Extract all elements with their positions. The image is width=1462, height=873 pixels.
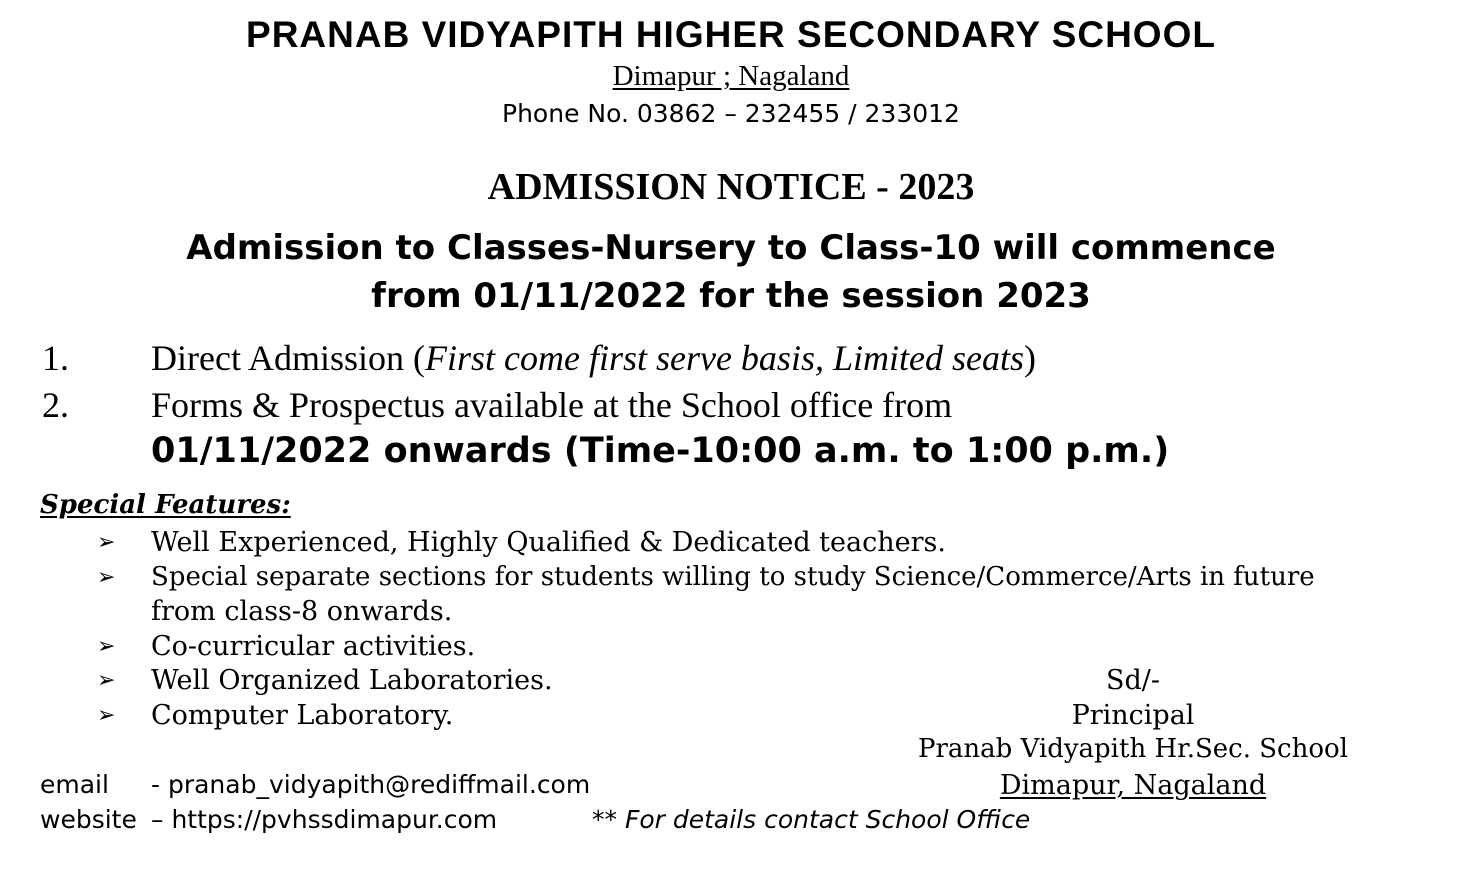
notice-title: ADMISSION NOTICE - 2023: [487, 166, 975, 208]
signature-title: Principal: [1071, 700, 1195, 731]
signature-school: Pranab Vidyapith Hr.Sec. School: [917, 734, 1348, 764]
point-1: [151, 337, 1036, 379]
point-1-italic: First come first serve basis, Limited seats: [424, 338, 1024, 378]
details-note: ** For details contact School Office: [592, 805, 1031, 834]
email-label: email: [40, 770, 109, 799]
feature-item-2: Special separate sections for students willing to study Science/Commerce/Arts in future: [151, 562, 1315, 592]
school-phone: Phone No. 03862 – 232455 / 233012: [502, 99, 960, 128]
arrowhead-bullet-icon: ➢: [97, 530, 116, 555]
arrowhead-bullet-icon: ➢: [97, 668, 116, 693]
point-1-prefix: Direct Admission (: [151, 338, 425, 378]
signature-place-text: Dimapur, Nagaland: [999, 770, 1267, 801]
point-2: Forms & Prospectus available at the School office from: [151, 385, 953, 425]
notice-headline-line2: from 01/11/2022 for the session 2023: [371, 276, 1091, 316]
point-1-suffix: ): [1023, 338, 1036, 378]
feature-item-2-continuation: from class-8 onwards.: [151, 596, 453, 627]
point-2-bold-line: 01/11/2022 onwards (Time-10:00 a.m. to 1:00 p.m.): [151, 431, 1170, 471]
school-name: PRANAB VIDYAPITH HIGHER SECONDARY SCHOOL: [246, 14, 1216, 55]
feature-item-1: Well Experienced, Highly Qualified & Dedicated teachers.: [151, 527, 946, 558]
school-address-text: Dimapur ; Nagaland: [612, 60, 850, 92]
arrowhead-bullet-icon: ➢: [97, 703, 116, 728]
signature-place: [900, 770, 1366, 801]
point-number-1: 1.: [42, 338, 69, 378]
website-label: website: [40, 805, 137, 834]
website-value: – https://pvhssdimapur.com: [151, 805, 498, 834]
feature-item-3: Co-curricular activities.: [151, 631, 476, 662]
features-heading: Special Features:: [40, 490, 291, 520]
notice-headline-line1: Admission to Classes-Nursery to Class-10 will commence: [186, 228, 1276, 268]
feature-item-5: Computer Laboratory.: [151, 700, 454, 731]
signature-sd: Sd/-: [1106, 665, 1160, 696]
feature-item-4: Well Organized Laboratories.: [151, 665, 553, 696]
email-value: - pranab_vidyapith@rediffmail.com: [151, 770, 591, 799]
school-address: [0, 60, 1462, 93]
point-number-2: 2.: [42, 385, 69, 425]
arrowhead-bullet-icon: ➢: [97, 634, 116, 659]
arrowhead-bullet-icon: ➢: [97, 565, 116, 590]
